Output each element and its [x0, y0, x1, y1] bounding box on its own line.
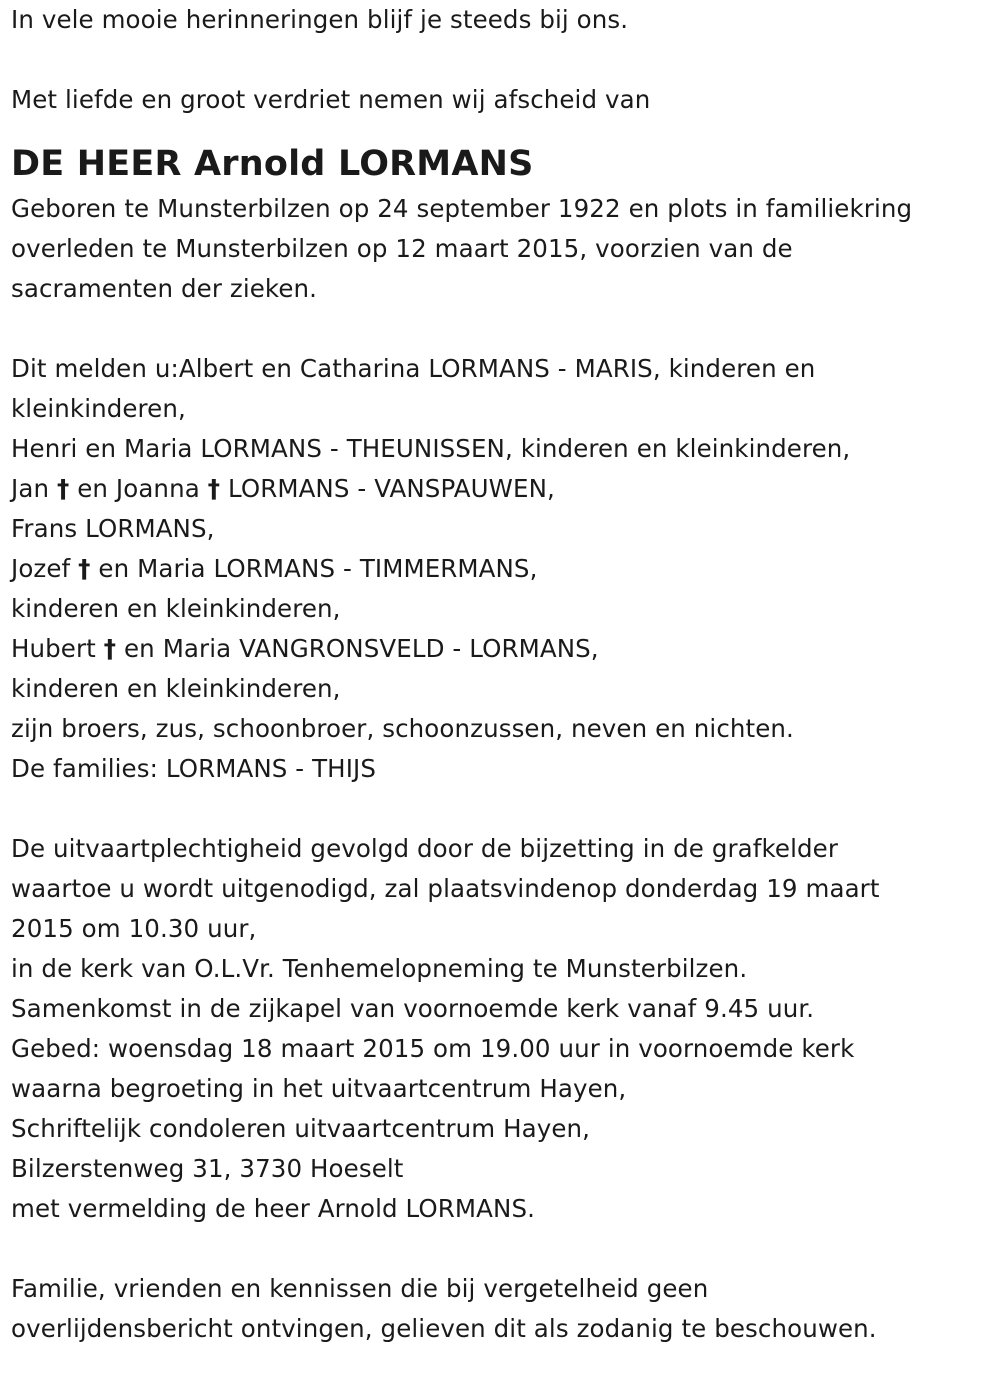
family-line: Frans LORMANS,: [11, 514, 215, 543]
funeral-address: Bilzerstenweg 31, 3730 Hoeselt: [11, 1154, 404, 1183]
spacer: [11, 789, 996, 829]
cross-icon: †: [207, 474, 221, 503]
family-line: kinderen en kleinkinderen,: [11, 674, 341, 703]
family-line: [11, 549, 996, 589]
funeral-line: waarna begroeting in het uitvaartcentrum Hayen,: [11, 1074, 627, 1103]
family-line: kinderen en kleinkinderen,: [11, 594, 341, 623]
family-name: LORMANS - VANSPAUWEN,: [227, 474, 555, 503]
closing-line: overlijdensbericht ontvingen, gelieven dit als zodanig te beschouwen.: [11, 1314, 877, 1343]
cross-icon: †: [103, 634, 117, 663]
closing-line: Familie, vrienden en kennissen die bij vergetelheid geen: [11, 1274, 709, 1303]
funeral-line: Gebed: woensdag 18 maart 2015 om 19.00 uur in voornoemde kerk: [11, 1034, 855, 1063]
cross-icon: †: [56, 474, 70, 503]
family-name: en Maria VANGRONSVELD - LORMANS,: [124, 634, 599, 663]
family-name: Jan: [11, 474, 50, 503]
family-line: [11, 629, 996, 669]
birth-death-line: overleden te Munsterbilzen op 12 maart 2015, voorzien van de: [11, 234, 793, 263]
obituary-document: [11, 0, 996, 1349]
funeral-line: Samenkomst in de zijkapel van voornoemde kerk vanaf 9.45 uur.: [11, 994, 815, 1023]
family-name: en Joanna: [77, 474, 200, 503]
intro-line: Met liefde en groot verdriet nemen wij afscheid van: [11, 85, 651, 114]
spacer: [11, 1229, 996, 1269]
funeral-line: 2015 om 10.30 uur,: [11, 914, 257, 943]
spacer: [11, 309, 996, 349]
spacer: [11, 40, 996, 80]
cross-icon: †: [78, 554, 91, 583]
family-name: en Maria LORMANS - TIMMERMANS,: [98, 554, 538, 583]
funeral-line: Schriftelijk condoleren uitvaartcentrum Hayen,: [11, 1114, 591, 1143]
family-line: kleinkinderen,: [11, 394, 186, 423]
family-line: Dit melden u:Albert en Catharina LORMANS - MARIS, kinderen en: [11, 354, 816, 383]
family-line: [11, 469, 996, 509]
family-name: Hubert: [11, 634, 96, 663]
birth-death-line: sacramenten der zieken.: [11, 274, 318, 303]
family-line: De families: LORMANS - THIJS: [11, 754, 377, 783]
intro-line: In vele mooie herinneringen blijf je steeds bij ons.: [11, 5, 629, 34]
funeral-line: De uitvaartplechtigheid gevolgd door de bijzetting in de grafkelder: [11, 834, 839, 863]
family-name: Jozef: [11, 554, 71, 583]
funeral-line: waartoe u wordt uitgenodigd, zal plaatsvindenop donderdag 19 maart: [11, 874, 880, 903]
deceased-name-heading: DE HEER Arnold LORMANS: [11, 144, 534, 184]
family-line: Henri en Maria LORMANS - THEUNISSEN, kinderen en kleinkinderen,: [11, 434, 851, 463]
birth-death-line: Geboren te Munsterbilzen op 24 september 1922 en plots in familiekring: [11, 194, 913, 223]
funeral-line: in de kerk van O.L.Vr. Tenhemelopneming te Munsterbilzen.: [11, 954, 748, 983]
funeral-line: met vermelding de heer Arnold LORMANS.: [11, 1194, 535, 1223]
family-line: zijn broers, zus, schoonbroer, schoonzussen, neven en nichten.: [11, 714, 794, 743]
